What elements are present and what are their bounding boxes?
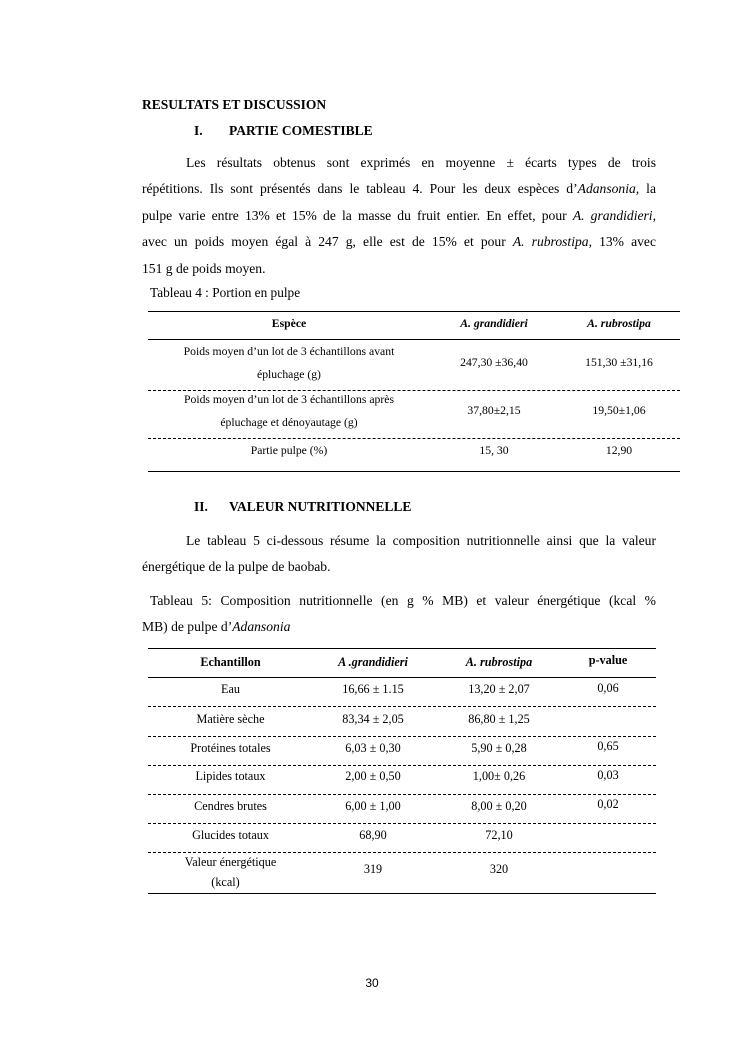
table-5-cell: 86,80 ± 1,25 (468, 712, 530, 726)
table-5-cell: 72,10 (485, 828, 513, 842)
table-5-header: A. rubrostipa (465, 655, 533, 669)
page-heading: RESULTATS ET DISCUSSION (142, 97, 327, 112)
table-5-cell: 0,02 (597, 797, 619, 811)
paragraph-1-line: 151 g de poids moyen. (142, 260, 266, 276)
table-4-cell: 37,80±2,15 (467, 404, 521, 417)
table-5-cell: 0,65 (597, 739, 619, 753)
table-4-header: Espèce (271, 317, 307, 330)
table-4-row-label: Poids moyen d’un lot de 3 échantillons après (183, 393, 394, 406)
paragraph-1-line: avec un poids moyen égal à 247 g, elle est de 15% et pour A. rubrostipa, 13% avec (142, 234, 656, 250)
table-5-cell: 319 (363, 862, 383, 876)
table-5-row-label: Protéines totales (190, 741, 271, 755)
table-5-cell: 0,03 (597, 768, 619, 782)
table-5-cell: 16,66 ± 1.15 (342, 682, 404, 696)
page-number: 30 (365, 976, 379, 990)
table-5-header: Echantillon (200, 655, 261, 669)
table-5-caption-line: MB) de pulpe d’Adansonia (142, 619, 291, 635)
table-4-row-label: épluchage (g) (257, 368, 321, 381)
table-5-cell: 13,20 ± 2,07 (468, 682, 530, 696)
table-5-row-label: Lipides totaux (195, 769, 266, 783)
section-1-number: I. (194, 123, 203, 138)
table-5-caption-line: Tableau 5: Composition nutritionnelle (en g % MB) et valeur énergétique (kcal % (150, 593, 656, 608)
table-5-row-rule (148, 706, 656, 707)
table-5-header: p-value (588, 653, 628, 667)
table-4-row-label: Partie pulpe (%) (250, 444, 328, 457)
table-5-cell: 6,00 ± 1,00 (345, 799, 401, 813)
table-5-row-label: Eau (221, 682, 240, 696)
table-4-header: A. grandidieri (460, 317, 528, 330)
table-5-cell: 68,90 (359, 828, 387, 842)
table-5-bottom-rule (148, 893, 656, 894)
table-5-cell: 2,00 ± 0,50 (345, 769, 401, 783)
table-5-row-label: (kcal) (211, 875, 240, 889)
table-4-cell: 12,90 (605, 444, 633, 457)
table-4-row-label: épluchage et dénoyautage (g) (220, 416, 358, 429)
paragraph-2-line: Le tableau 5 ci-dessous résume la composition nutritionnelle ainsi que la valeur (186, 533, 656, 548)
table-4-cell: 247,30 ±36,40 (460, 356, 528, 369)
table-5-cell: 320 (489, 862, 509, 876)
table-5-row-label: Matière sèche (196, 712, 265, 726)
section-2-title: VALEUR NUTRITIONNELLE (229, 499, 412, 514)
table-4-caption: Tableau 4 : Portion en pulpe (150, 285, 301, 300)
table-5-cell: 1,00± 0,26 (472, 769, 526, 783)
table-5-cell: 83,34 ± 2,05 (342, 712, 404, 726)
table-4-cell: 151,30 ±31,16 (585, 356, 653, 369)
table-5-row-label: Glucides totaux (192, 828, 269, 842)
paragraph-2-line: énergétique de la pulpe de baobab. (142, 559, 331, 575)
section-2-number: II. (194, 499, 208, 514)
table-5-header: A .grandidieri (338, 655, 408, 669)
table-4-header: A. rubrostipa (587, 317, 651, 330)
table-4-row-label: Poids moyen d’un lot de 3 échantillons avant (183, 345, 395, 358)
table-5-row-label: Valeur énergétique (184, 855, 277, 869)
table-5-cell: 5,90 ± 0,28 (471, 741, 527, 755)
table-5-cell: 0,06 (597, 681, 619, 695)
paragraph-1-line: Les résultats obtenus sont exprimés en moyenne ± écarts types de trois (186, 155, 656, 170)
paragraph-1-line: pulpe varie entre 13% et 15% de la masse du fruit entier. En effet, pour A. grandidieri, (142, 207, 656, 223)
table-5-row-label: Cendres brutes (194, 799, 267, 813)
table-5-cell: 6,03 ± 0,30 (345, 741, 401, 755)
paragraph-1-line: répétitions. Ils sont présentés dans le tableau 4. Pour les deux espèces d’Adansonia, la (142, 181, 656, 197)
table-5-cell: 8,00 ± 0,20 (471, 799, 527, 813)
table-4-cell: 19,50±1,06 (592, 404, 646, 417)
section-1-title: PARTIE COMESTIBLE (229, 123, 373, 138)
table-4-cell: 15, 30 (479, 444, 509, 457)
